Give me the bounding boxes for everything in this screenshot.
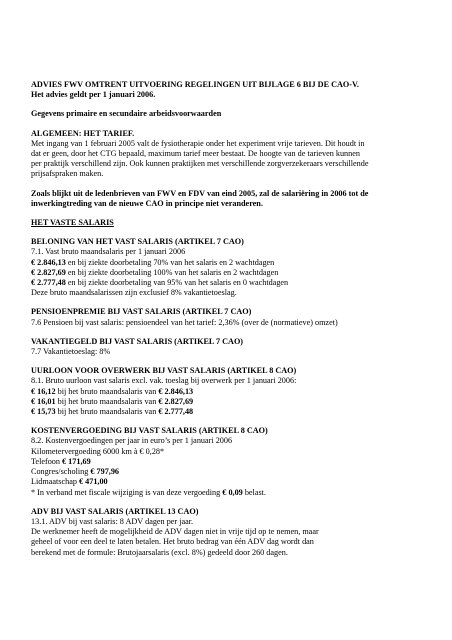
kosten-footnote [31, 488, 424, 498]
uurloon-amount: € 16,01 [31, 396, 56, 406]
tarief-section [31, 129, 424, 180]
beloning-heading: BELONING VAN HET VAST SALARIS (ARTIKEL 7 CAO) [31, 237, 244, 247]
adv-heading: ADV BIJ VAST SALARIS (ARTIKEL 13 CAO) [31, 506, 199, 516]
kosten-telefoon [31, 457, 424, 467]
pensioen-section [31, 307, 424, 327]
vaste-salaris-heading: HET VASTE SALARIS [31, 218, 114, 228]
kosten-section [31, 426, 424, 497]
tarief-line: dat er geen, door het CTG bepaald, maximum tarief meer bestaat. De hoogte van de tarieven kunnen [31, 149, 360, 159]
uurloon-row [31, 397, 424, 407]
salary-amount: € 2.827,69 [31, 267, 66, 277]
kosten-heading: KOSTENVERGOEDING BIJ VAST SALARIS (ARTIKEL 8 CAO) [31, 426, 268, 436]
pensioen-heading: PENSIOENPREMIE BIJ VAST SALARIS (ARTIKEL 7 CAO) [31, 307, 252, 317]
advice-block [31, 80, 424, 100]
tarief-line: Met ingang van 1 februari 2005 valt de fysiotherapie onder het experiment vrije tarieven. Dit houdt in [31, 138, 365, 148]
salary-amount: € 2.846,13 [31, 257, 66, 267]
telefoon-label: Telefoon [31, 456, 63, 466]
salary-text: en bij ziekte doorbetaling van 95% van het salaris en 0 wachtdagen [65, 278, 289, 288]
uurloon-ref: € 2.777,48 [158, 407, 194, 417]
pensioen-text: 7.6 Pensioen bij vast salaris: pensioendeel van het tarief: 2,36% (over de (normatieve) omzet) [31, 317, 338, 327]
vakantie-section [31, 337, 424, 357]
vaste-salaris-block [31, 218, 424, 228]
uurloon-amount: € 16,12 [31, 386, 56, 396]
tarief-line: per praktijk verschillend zijn. Ook kunnen praktijken met verschillende zorgverzekeraars verschillende [31, 159, 369, 169]
uurloon-ref: € 2.827,69 [158, 396, 194, 406]
adv-line: berekend met de formule: Brutojaarsalaris (excl. 8%) gedeeld door 260 dagen. [31, 547, 288, 557]
uurloon-text: bij het bruto maandsalaris van [55, 396, 159, 406]
gegevens-heading: Gegevens primaire en secundaire arbeidsvoorwaarden [31, 109, 222, 119]
tarief-heading: ALGEMEEN: HET TARIEF. [31, 128, 135, 138]
telefoon-amount: € 171,69 [62, 456, 91, 466]
uurloon-ref: € 2.846,13 [158, 386, 194, 396]
beloning-note: Deze bruto maandsalarissen zijn exclusief 8% vakantietoeslag. [31, 288, 237, 298]
congres-label: Congres/scholing [31, 467, 91, 477]
kosten-intro: 8.2. Kostenvergoedingen per jaar in euro’s per 1 januari 2006 [31, 436, 233, 446]
congres-amount: € 797,96 [90, 467, 120, 477]
adv-section [31, 507, 424, 558]
tarief-line: prijsafspraken maken. [31, 169, 104, 179]
adv-line: geheel of voor een deel te laten betalen. Het bruto bedrag van één ADV dag wordt dan [31, 537, 314, 547]
salary-amount: € 2.777,48 [31, 278, 66, 288]
uurloon-text: bij het bruto maandsalaris van [55, 386, 159, 396]
footnote-amount: € 0,09 [222, 487, 243, 497]
lidmaatschap-amount: € 471,00 [78, 477, 108, 487]
zoals-line: inwerkingtreding van de nieuwe CAO in principe niet veranderen. [31, 198, 263, 208]
vakantie-heading: VAKANTIEGELD BIJ VAST SALARIS (ARTIKEL 7 CAO) [31, 336, 244, 346]
gegevens-heading-block [31, 109, 424, 119]
advice-title: ADVIES FWV OMTRENT UITVOERING REGELINGEN UIT BIJLAGE 6 BIJ DE CAO-V. [31, 80, 359, 89]
kosten-km: Kilometervergoeding 6000 km à € 0,28* [31, 446, 165, 456]
uurloon-heading: UURLOON VOOR OVERWERK BIJ VAST SALARIS (ARTIKEL 8 CAO) [31, 366, 297, 376]
salary-row [31, 258, 424, 268]
uurloon-section [31, 366, 424, 417]
salary-text: en bij ziekte doorbetaling 70% van het salaris en 2 wachtdagen [65, 257, 275, 267]
advice-validity: Het advies geldt per 1 januari 2006. [31, 90, 156, 100]
salary-row [31, 278, 424, 288]
vakantie-text: 7.7 Vakantietoeslag: 8% [31, 347, 111, 357]
uurloon-text: bij het bruto maandsalaris van [55, 407, 159, 417]
footnote-post: belast. [242, 487, 266, 497]
zoals-line: Zoals blijkt uit de ledenbrieven van FWV en FDV van eind 2005, zal de salariëring in 2006 tot de [31, 188, 369, 198]
beloning-intro: 7.1. Vast bruto maandsalaris per 1 januari 2006 [31, 247, 186, 257]
uurloon-row [31, 387, 424, 397]
uurloon-row [31, 407, 424, 417]
zoals-block [31, 189, 424, 209]
salary-row [31, 268, 424, 278]
kosten-lidmaatschap [31, 477, 424, 487]
adv-line: De werknemer heeft de mogelijkheid de ADV dagen niet in vrije tijd op te nemen, maar [31, 527, 319, 537]
beloning-section [31, 237, 424, 298]
kosten-congres [31, 467, 424, 477]
uurloon-amount: € 15,73 [31, 407, 56, 417]
uurloon-intro: 8.1. Bruto uurloon vast salaris excl. vak. toeslag bij overwerk per 1 januari 2006: [31, 376, 297, 386]
adv-line: 13.1. ADV bij vast salaris: 8 ADV dagen per jaar. [31, 516, 194, 526]
footnote-pre: * In verband met fiscale wijziging is van deze vergoeding [31, 487, 223, 497]
lidmaatschap-label: Lidmaatschap [31, 477, 79, 487]
salary-text: en bij ziekte doorbetaling 100% van het salaris en 2 wachtdagen [65, 267, 279, 277]
